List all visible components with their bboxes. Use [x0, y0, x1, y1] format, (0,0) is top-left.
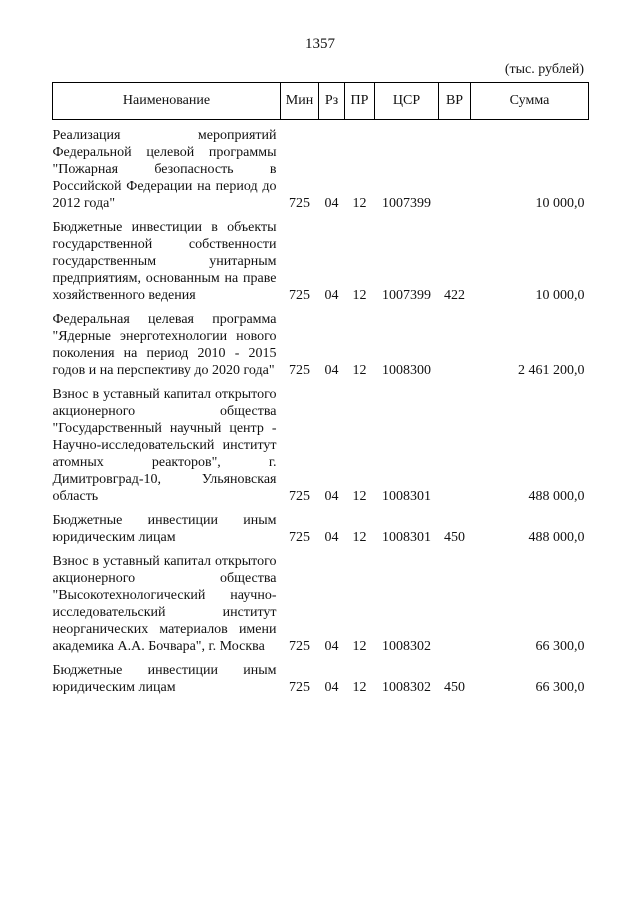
row-vr: [439, 379, 471, 505]
row-csr: 1008302: [382, 639, 431, 654]
table-header: [53, 83, 589, 120]
row-name: Федеральная целевая программа "Ядерные энерготехнологии нового поколения на период 2010 - 2015 годов и на перспективу до 2020 года": [52, 312, 277, 378]
row-pr: 12: [352, 489, 367, 504]
table-row: [53, 546, 589, 655]
row-min: 725: [289, 196, 310, 211]
row-min: 725: [289, 363, 310, 378]
header-pr: ПР: [345, 83, 375, 120]
row-vr: 422: [444, 288, 465, 303]
row-vr: [439, 120, 471, 213]
row-name: Реализация мероприятий Федеральной целевой программы "Пожарная безопасность в Российской Федерации на период до 2012 года": [52, 128, 277, 211]
row-min: 725: [289, 288, 310, 303]
page-number: 1357: [305, 36, 335, 52]
header-csr: ЦСР: [375, 83, 439, 120]
row-pr: 12: [352, 530, 367, 545]
header-sum: Сумма: [471, 83, 589, 120]
row-vr: 450: [444, 530, 465, 545]
header-vr: ВР: [439, 83, 471, 120]
row-sum: 2 461 200,0: [518, 363, 585, 378]
row-name: Взнос в уставный капитал открытого акционерного общества "Высокотехнологический научно-исследовательский институт неорганических материалов имени академика А.А. Бочвара", г. Москва: [52, 554, 277, 654]
budget-table: [52, 82, 589, 696]
header-min: Мин: [281, 83, 319, 120]
row-rz: 04: [324, 489, 339, 504]
row-rz: 04: [324, 639, 339, 654]
row-rz: 04: [324, 288, 339, 303]
table-row: [53, 120, 589, 213]
row-name: Бюджетные инвестиции иным юридическим лицам: [52, 663, 277, 695]
row-pr: 12: [352, 639, 367, 654]
row-csr: 1008302: [382, 680, 431, 695]
row-csr: 1007399: [382, 288, 431, 303]
row-pr: 12: [352, 680, 367, 695]
row-min: 725: [289, 489, 310, 504]
row-csr: 1008300: [382, 363, 431, 378]
row-csr: 1007399: [382, 196, 431, 211]
row-pr: 12: [352, 196, 367, 211]
table-row: [53, 304, 589, 379]
row-name: Взнос в уставный капитал открытого акционерного общества "Государственный научный центр - Научно-исследовательский институт атомных реакторов", г. Димитровград-10, Ульяновская область: [52, 387, 277, 504]
header-name: Наименование: [53, 83, 281, 120]
row-sum: 66 300,0: [535, 639, 585, 654]
row-pr: 12: [352, 288, 367, 303]
header-rz: Рз: [319, 83, 345, 120]
row-vr: 450: [444, 680, 465, 695]
row-sum: 488 000,0: [528, 489, 585, 504]
row-vr: [439, 546, 471, 655]
row-sum: 10 000,0: [535, 288, 585, 303]
row-sum: 488 000,0: [528, 530, 585, 545]
row-sum: 66 300,0: [535, 680, 585, 695]
row-name: Бюджетные инвестиции в объекты государственной собственности государственным унитарным предприятиям, основанным на праве хозяйственного ведения: [52, 220, 277, 303]
row-sum: 10 000,0: [535, 196, 585, 211]
table-row: [53, 379, 589, 505]
row-name: Бюджетные инвестиции иным юридическим лицам: [52, 513, 277, 545]
row-rz: 04: [324, 680, 339, 695]
row-vr: [439, 304, 471, 379]
row-csr: 1008301: [382, 530, 431, 545]
row-rz: 04: [324, 530, 339, 545]
row-min: 725: [289, 680, 310, 695]
row-pr: 12: [352, 363, 367, 378]
row-rz: 04: [324, 363, 339, 378]
table-row: [53, 212, 589, 304]
table-row: [53, 655, 589, 696]
units-label: (тыс. рублей): [504, 62, 584, 77]
table-row: [53, 505, 589, 546]
row-rz: 04: [324, 196, 339, 211]
row-csr: 1008301: [382, 489, 431, 504]
row-min: 725: [289, 639, 310, 654]
row-min: 725: [289, 530, 310, 545]
